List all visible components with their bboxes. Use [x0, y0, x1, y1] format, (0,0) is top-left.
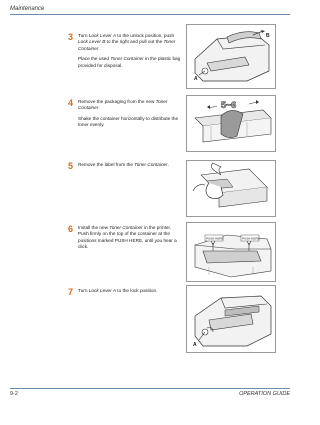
shake-count-text: 5~6 [221, 100, 237, 110]
emphasis-text: Toner Container [109, 225, 143, 230]
step-number: 5 [68, 161, 74, 171]
illustration-install-toner [186, 222, 276, 282]
emphasis-text: Toner Container [78, 99, 168, 111]
body-text: Remove the packaging from the new [78, 99, 156, 104]
step-5 [68, 161, 182, 172]
page-header-title: Maintenance [10, 6, 45, 12]
illustration-lock-lever [186, 285, 276, 353]
step-number: 4 [68, 98, 74, 108]
emphasis-text: Lock Lever B [78, 39, 106, 45]
body-text: Remove the label from the [78, 162, 135, 167]
step-4 [68, 98, 182, 133]
body-text: to the lock position. [115, 288, 158, 293]
body-text: . [98, 45, 100, 51]
step-7 [68, 287, 182, 298]
guide-title: OPERATION GUIDE [239, 391, 290, 397]
push-here-left-text: PUSH HERE [206, 236, 224, 241]
step-text [78, 225, 182, 251]
emphasis-text: Lock Lever A [88, 33, 116, 38]
step-text [78, 99, 182, 112]
body-text: . [167, 162, 170, 167]
emphasis-text: Lock Lever A [88, 288, 116, 293]
label-b: B [266, 33, 270, 39]
label-a: A [193, 342, 197, 348]
step-number: 3 [68, 32, 74, 42]
body-text: Turn [78, 288, 89, 293]
emphasis-text: Toner Container [110, 56, 144, 62]
body-text: in the plastic bag provided for disposal. [78, 56, 181, 68]
step-number: 7 [68, 287, 74, 297]
step-number: 6 [68, 224, 74, 234]
body-text: Turn [78, 33, 89, 38]
step-text [78, 288, 182, 294]
step-text [78, 56, 182, 69]
illustration-remove-toner [186, 24, 276, 89]
body-text: Install the new [78, 225, 110, 230]
illustration-remove-label [186, 160, 276, 217]
illustration-shake-toner [186, 95, 276, 152]
label-a: A [194, 76, 198, 82]
step-text [78, 33, 182, 52]
page-number: 9-2 [10, 391, 18, 397]
footer-rule [10, 388, 290, 389]
push-here-right-text: PUSH HERE [242, 236, 260, 241]
header-rule [10, 14, 290, 15]
step-6 [68, 224, 182, 255]
body-text: in the printer. Push firmly on the top of the container at the positions marked PUSH HERE, until you hear a click. [78, 225, 177, 250]
step-3 [68, 32, 182, 73]
body-text: Place the used [78, 56, 111, 62]
body-text: . [98, 105, 100, 111]
emphasis-text: Toner Container [78, 39, 176, 51]
emphasis-text: Toner Container [134, 162, 168, 167]
body-text: to the unlock position, push [115, 33, 175, 38]
step-text [78, 162, 182, 168]
step-text [78, 116, 182, 129]
body-text: Shake the container horizontally to distribute the toner evenly. [78, 115, 179, 128]
body-text: to the right and pull out the [105, 39, 164, 45]
